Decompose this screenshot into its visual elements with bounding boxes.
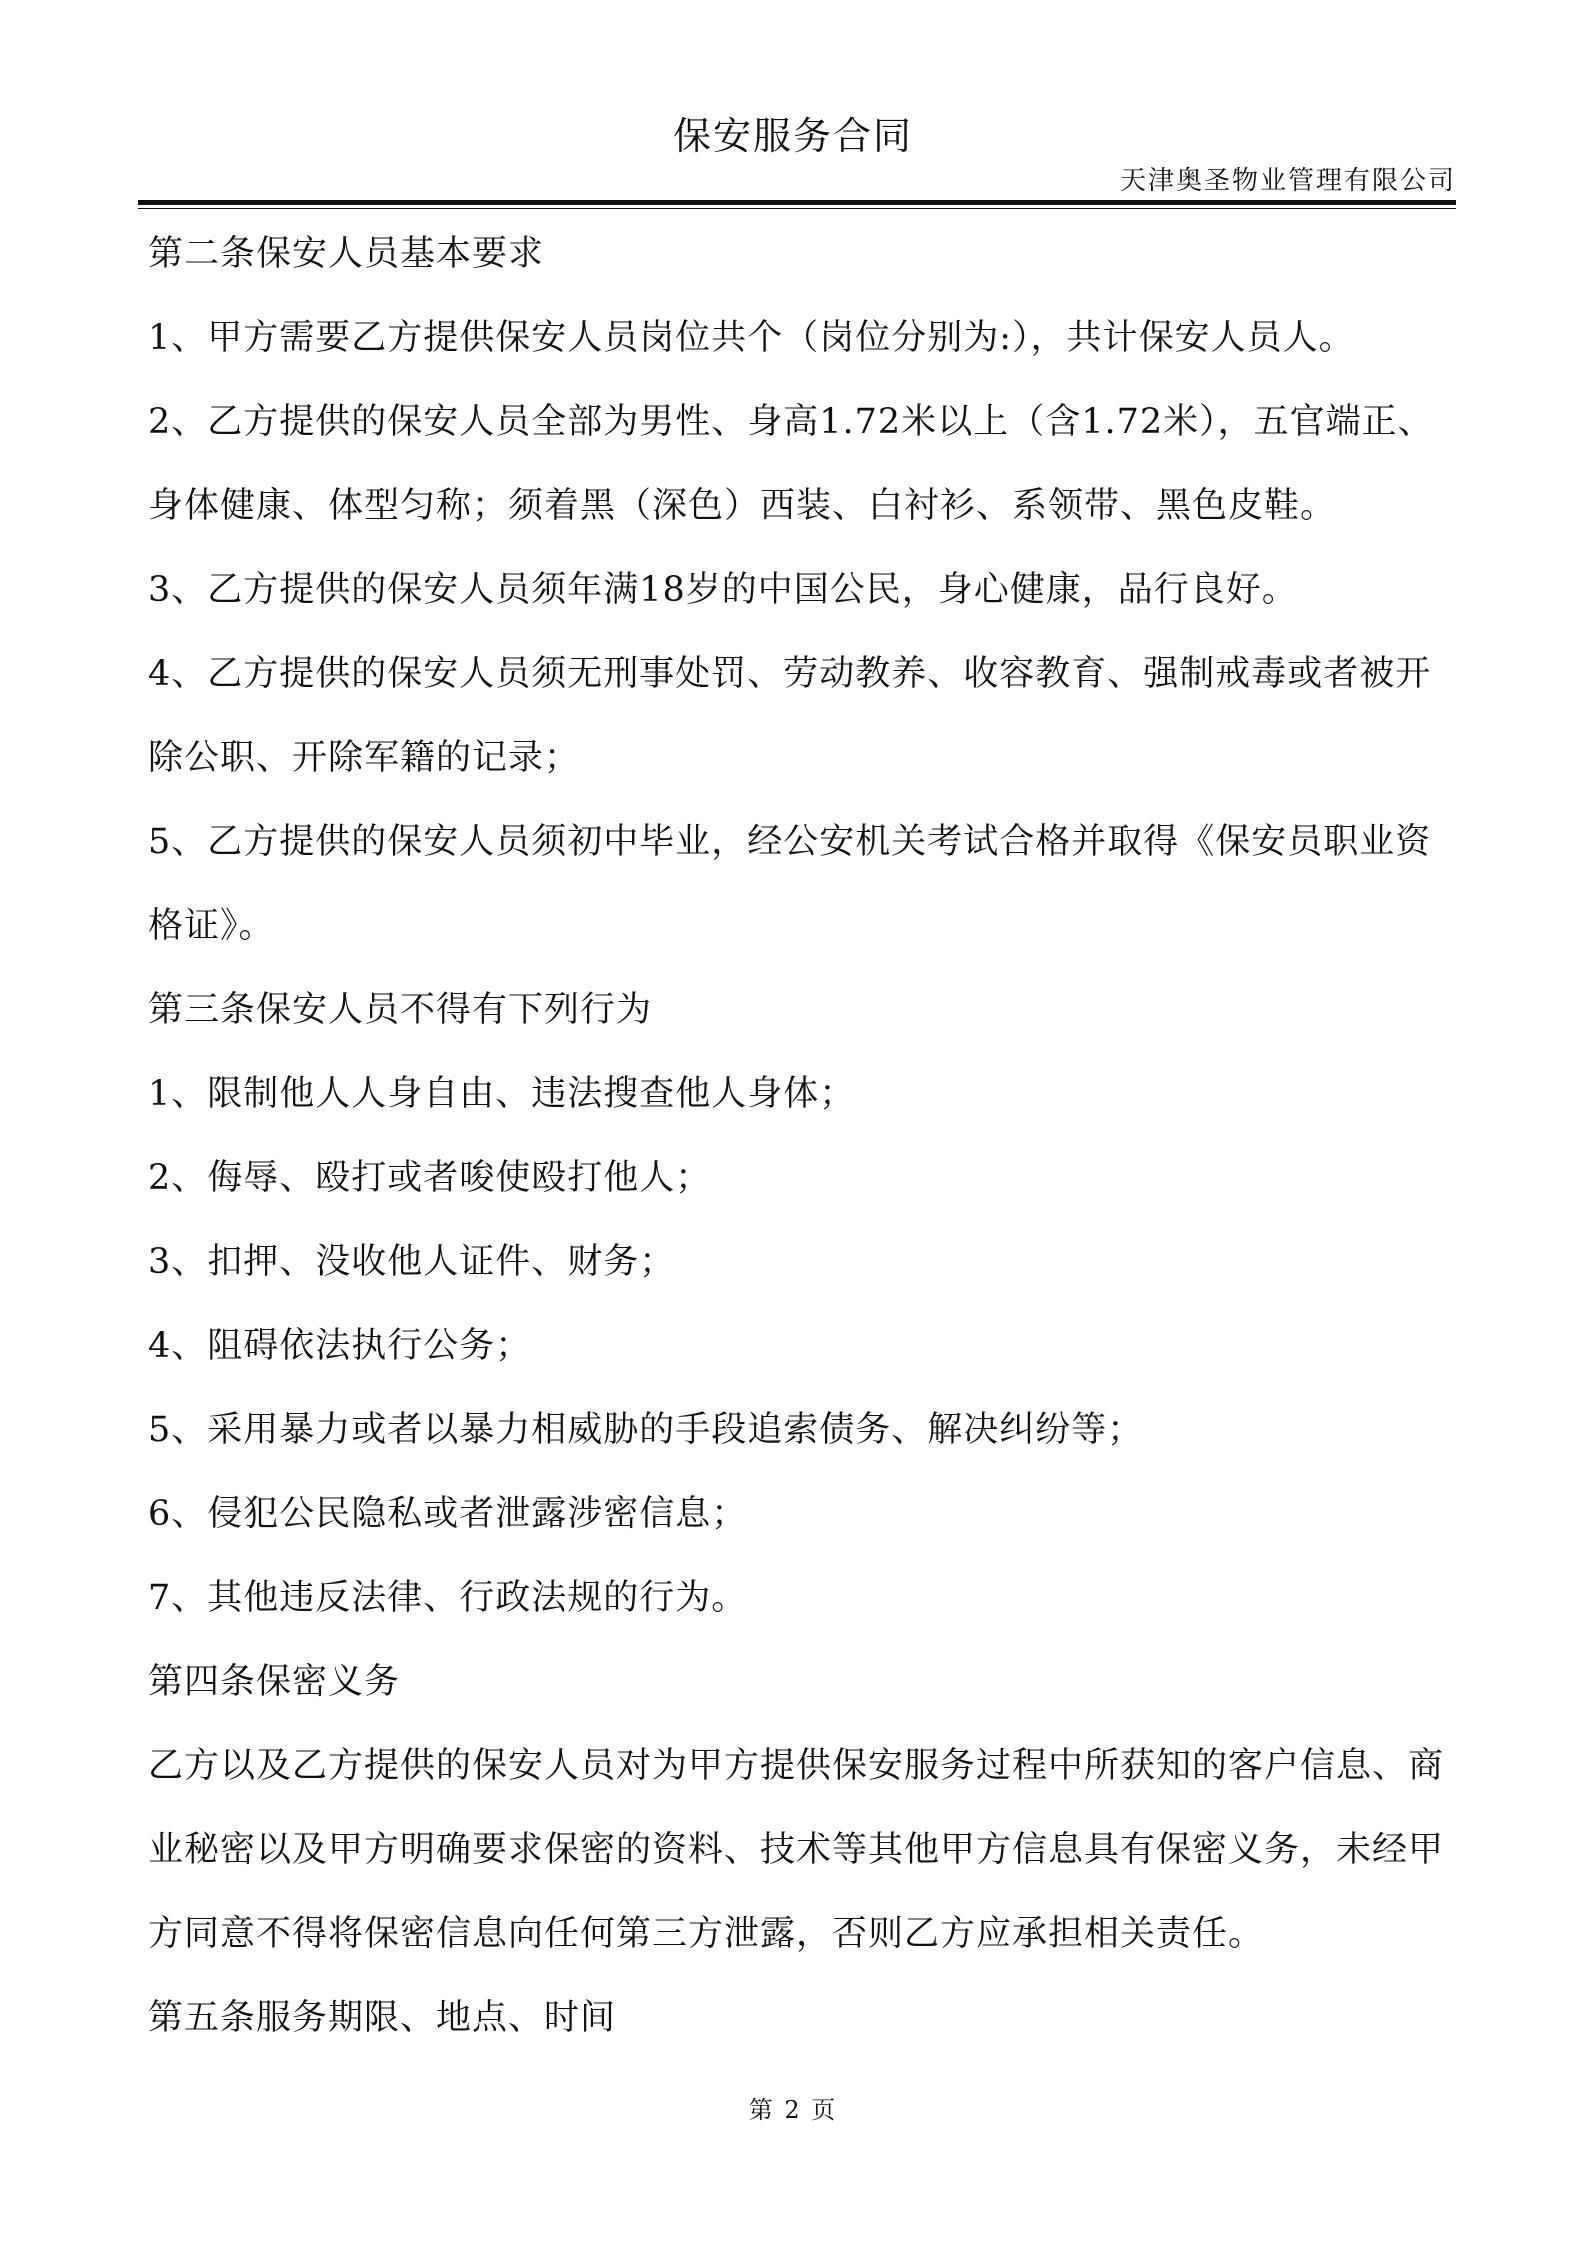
- article-3-item-7: 7、其他违反法律、行政法规的行为。: [148, 1578, 748, 1618]
- article-3-item-1: 1、限制他人人身自由、违法搜查他人身体；: [148, 1074, 856, 1114]
- article-3-item-4: 4、阻碍依法执行公务；: [148, 1326, 532, 1366]
- article-2-item-1: 1、甲方需要乙方提供保安人员岗位共个（岗位分别为:），共计保安人员人。: [148, 318, 1355, 358]
- article-5-heading: 第五条服务期限、地点、时间: [148, 1998, 617, 2038]
- header-rule-thin: [138, 208, 1456, 209]
- article-3-item-3: 3、扣押、没收他人证件、财务；: [148, 1242, 676, 1282]
- article-2-item-2: 2、乙方提供的保安人员全部为男性、身高1.72米以上（含1.72米），五官端正、身体健康、体型匀称；须着黑（深色）西装、白衬衫、系领带、黑色皮鞋。: [148, 402, 1434, 526]
- article-3-item-2: 2、侮辱、殴打或者唆使殴打他人；: [148, 1158, 712, 1198]
- article-3-item-5: 5、采用暴力或者以暴力相威胁的手段追索债务、解决纠纷等；: [148, 1410, 1144, 1450]
- article-3-heading: 第三条保安人员不得有下列行为: [148, 990, 653, 1030]
- company-name: 天津奥圣物业管理有限公司: [1119, 166, 1456, 196]
- article-2-item-3: 3、乙方提供的保安人员须年满18岁的中国公民，身心健康，品行良好。: [148, 570, 1298, 610]
- article-4-heading: 第四条保密义务: [148, 1662, 401, 1702]
- document-title: 保安服务合同: [672, 114, 913, 158]
- document-body: [148, 212, 1458, 2060]
- article-2-heading: 第二条保安人员基本要求: [148, 234, 545, 274]
- article-4-body: 乙方以及乙方提供的保安人员对为甲方提供保安服务过程中所获知的客户信息、商业秘密以及甲方明确要求保密的资料、技术等其他甲方信息具有保密义务，未经甲方同意不得将保密信息向任何第三方泄露，否则乙方应承担相关责任。: [148, 1746, 1445, 1954]
- header-rule-thick: [138, 200, 1456, 205]
- article-2-item-5: 5、乙方提供的保安人员须初中毕业，经公安机关考试合格并取得《保安员职业资格证》。: [148, 822, 1432, 946]
- article-2-item-4: 4、乙方提供的保安人员须无刑事处罚、劳动教养、收容教育、强制戒毒或者被开除公职、开除军籍的记录；: [148, 654, 1432, 778]
- page-number: 第 2 页: [748, 2096, 838, 2124]
- article-3-item-6: 6、侵犯公民隐私或者泄露涉密信息；: [148, 1494, 748, 1534]
